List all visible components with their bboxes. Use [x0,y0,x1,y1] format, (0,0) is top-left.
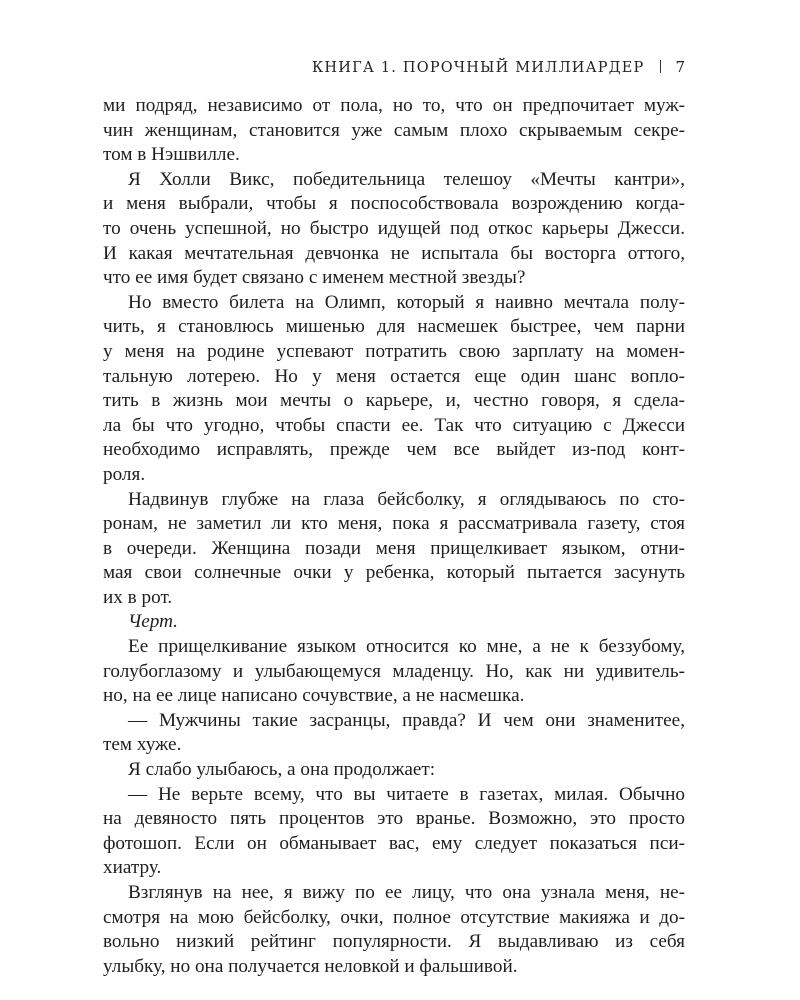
text-line: но, на ее лице написано сочувствие, а не насмешка. [103,685,525,707]
text-line: и меня выбрали, чтобы я поспособствовала возрождению когда- [103,193,685,215]
text-line: — Не верьте всему, что вы читаете в газетах, милая. Обычно [128,783,685,805]
running-title: КНИГА 1. ПОРОЧНЫЙ МИЛЛИАРДЕР [311,60,645,76]
text-line: голубоглазому и улыбающемуся младенцу. Но, как ни удивитель- [103,660,685,682]
paragraph [103,291,685,488]
text-line: ла бы что угодно, чтобы спасти ее. Так что ситуацию с Джесси [103,414,685,436]
paragraph [103,168,685,291]
text-line: улыбку, но она получается неловкой и фальшивой. [103,955,518,977]
page-number: 7 [675,58,685,76]
text-line: И какая мечтательная девчонка не испытала бы восторга оттого, [103,242,685,264]
text-line: Взглянув на нее, я вижу по ее лицу, что она узнала меня, не- [128,882,685,903]
paragraph [103,610,685,635]
text-line: Ее прищелкивание языком относится ко мне, а не к беззубому, [128,636,685,658]
paragraph [103,635,685,709]
text-line: Я Холли Викс, победительница телешоу «Мечты кантри», [128,168,685,190]
text-line: что ее имя будет связано с именем местной звезды? [103,267,526,289]
text-line: чин женщинам, становится уже самым плохо скрываемым секре- [103,119,685,141]
body-text [103,94,685,979]
text-line: вольно низкий рейтинг популярности. Я выдавливаю из себя [103,931,685,953]
text-line: Надвинув глубже на глаза бейсболку, я оглядываюсь по сто- [128,488,685,510]
text-line: тальную лотерею. Но у меня остается еще один шанс вопло- [103,365,685,387]
paragraph [103,881,685,979]
text-line: мая свои солнечные очки у ребенка, который пытается засунуть [103,562,685,584]
paragraph [103,783,685,881]
text-line: Черт. [128,611,178,633]
text-line: чить, я становлюсь мишенью для насмешек быстрее, чем парни [103,316,685,338]
header-separator [660,60,661,73]
text-line: хиатру. [103,857,162,879]
text-line: том в Нэшвилле. [103,144,240,166]
text-line: тить в жизнь мои мечты о карьере, и, честно говоря, я сдела- [103,390,685,412]
text-line: необходимо исправлять, прежде чем все выйдет из-под конт- [103,439,685,461]
text-line: Но вместо билета на Олимп, который я наивно мечтала полу- [128,291,685,313]
paragraph [103,758,685,783]
text-line: фотошоп. Если он обманывает вас, ему следует показаться пси- [103,832,685,854]
paragraph [103,94,685,168]
paragraph [103,488,685,611]
text-line: то очень успешной, но быстро идущей под откос карьеры Джесси. [103,217,685,239]
text-line: Я слабо улыбаюсь, а она продолжает: [128,759,436,781]
text-line: смотря на мою бейсболку, очки, полное отсутствие макияжа и до- [103,906,685,928]
text-line: ронам, не заметил ли кто меня, пока я рассматривала газету, стоя [103,513,685,535]
book-page [103,58,685,979]
running-header [103,58,685,88]
text-line: у меня на родине успевают потратить свою зарплату на момен- [103,340,685,362]
text-line: на девяносто пять процентов это вранье. Возможно, это просто [103,808,685,830]
text-line: роля. [103,463,146,485]
paragraph [103,709,685,758]
text-line: их в рот. [103,586,173,608]
text-line: в очереди. Женщина позади меня прищелкивает языком, отни- [103,537,685,559]
text-line: ми подряд, независимо от пола, но то, что он предпочитает муж- [103,95,685,116]
text-line: — Мужчины такие засранцы, правда? И чем они знаменитее, [128,709,685,731]
text-line: тем хуже. [103,734,182,756]
